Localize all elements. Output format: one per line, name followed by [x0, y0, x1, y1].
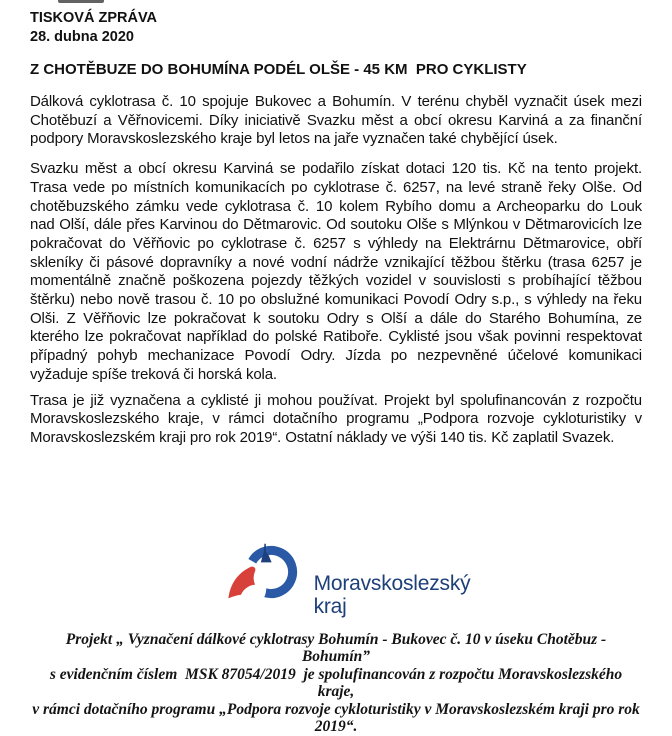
document-header [30, 9, 642, 47]
paragraph-line: nad Olší, dále přes Karvinou do Dětmarovic. Od soutoku Olše s Mlýnkou v Dětmarovicích lze [30, 216, 642, 234]
footnote-line: s evidenčním číslem MSK 87054/2019 je spolufinancován z rozpočtu Moravskoslezského kraje, [49, 665, 626, 701]
paragraph-line: chotěbuzského zámku vede cyklotrasa č. 10 kolem Rybího domu a Archeoparku do Louk [30, 197, 642, 215]
paragraph-line: Trasa vede po místních komunikacích po cyklotrase č. 6257, na levé straně řeky Olše. Od [30, 178, 642, 196]
logo-wordmark-line1: Moravskoslezský [313, 571, 471, 595]
region-logo-wordmark [314, 572, 471, 618]
paragraph-line: případný pohyb mechanizace Povodí Odry. Jízda po nezpevněné účelové komunikaci [30, 347, 642, 365]
funding-footnote [30, 631, 642, 736]
region-logo [42, 542, 654, 623]
paragraph-3 [30, 392, 642, 448]
footnote-line: v rámci dotačního programu „Podpora rozvoje cykloturistiky v Moravskoslezském kraji pro rok [32, 700, 640, 718]
paragraph-line: Dálková cyklotrasa č. 10 spojuje Bukovec a Bohumín. V terénu chyběl vyznačit úsek mezi [30, 93, 642, 110]
paragraph-line: Olši. Z Věřňovic lze pokračovat k soutoku Odry s Olší a dále do Starého Bohumína, ze [30, 309, 642, 327]
paragraph-line: kterého lze pokračovat například do polské Ratiboře. Cyklisté jsou však povinni respektovat [30, 328, 642, 346]
logo-blue-arc [252, 550, 292, 593]
paragraph-line: Trasa je již vyznačena a cyklisté ji mohou používat. Projekt byl spolufinancován z rozpočtu [30, 391, 642, 409]
paragraph-line: momentálně značně poškozena pojezdy těžkých vozidel v souvislosti s probíhající těžbou [30, 272, 642, 290]
paragraph-line: pokračovat do Věřňovic po cyklotrase č. 6257 s výhledy na Elektrárnu Dětmarovice, obří [30, 234, 642, 252]
paragraph-2 [30, 160, 642, 384]
headline: Z CHOTĚBUZE DO BOHUMÍNA PODÉL OLŠE - 45 KM PRO CYKLISTY [30, 61, 527, 78]
logo-red-ribbon [228, 566, 255, 598]
logo-wordmark-line2: kraj [313, 594, 347, 618]
paragraph-line: podpory Moravskoslezského kraje byl letos na jaře vyznačen také chybějící úsek. [30, 130, 558, 148]
whitespace-spacer [30, 448, 642, 528]
press-release-kicker: TISKOVÁ ZPRÁVA [30, 10, 158, 26]
paragraph-line: skleníky či pásové dopravníky a nové vodní nádrže vznikající těžbou štěrku (trasa 6257 je [30, 253, 642, 271]
paragraph-line: vyžaduje spíše treková či horská kola. [30, 365, 277, 383]
paragraph-line: Chotěbuzí a Věřnovicemi. Díky iniciativě Svazku měst a obcí okresu Karviná a za finanční [30, 111, 642, 129]
press-release-date: 28. dubna 2020 [30, 29, 134, 45]
paragraph-line: Moravskoslezského kraje, v rámci dotačního programu „Podpora rozvoje cykloturistiky v [30, 410, 642, 428]
paragraph-line: Svazku měst a obcí okresu Karviná se podařilo získat dotaci 120 tis. Kč na tento projekt. [30, 160, 642, 178]
moravskoslezsky-kraj-logo-icon [226, 542, 304, 602]
paragraph-line: štěrku) nebo nově trasou č. 10 po obslužné komunikaci Povodí Odry s.p., s výhledy na řeku [30, 291, 642, 309]
paragraph-line: Moravskoslezském kraji pro rok 2019“. Ostatní náklady ve výši 140 tis. Kč zaplatil Svazek. [30, 428, 615, 446]
scan-artifact [58, 0, 104, 3]
footnote-line: Projekt „ Vyznačení dálkové cyklotrasy Bohumín - Bukovec č. 10 v úseku Chotěbuz - Bohumín” [65, 630, 611, 666]
paragraph-1 [30, 93, 642, 149]
footnote-line: 2019“. [314, 718, 358, 736]
